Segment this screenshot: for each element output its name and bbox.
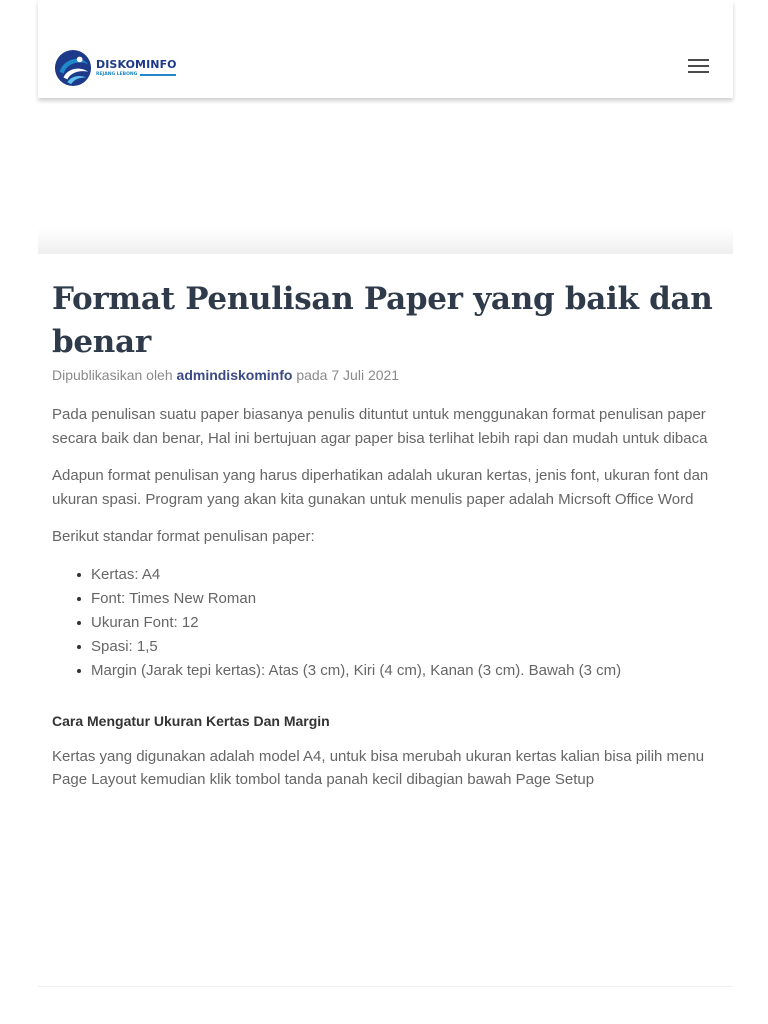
hamburger-icon[interactable] [683, 54, 713, 78]
logo-underline [140, 74, 176, 76]
author-link[interactable]: admindiskominfo [176, 367, 293, 383]
footer-divider [38, 986, 733, 987]
hamburger-line [688, 65, 709, 67]
paragraph: Kertas yang digunakan adalah model A4, untuk bisa merubah ukuran kertas kalian bisa pilih menu Page Layout kemudian klik tombol tanda panah kecil dibagian bawah Page Setup [52, 747, 705, 788]
section-heading: Cara Mengatur Ukuran Kertas Dan Margin [52, 712, 330, 729]
paragraph: Berikut standar format penulisan paper: [52, 528, 315, 545]
meta-prefix: Dipublikasikan oleh [52, 367, 173, 383]
list-item: Spasi: 1,5 [91, 635, 724, 659]
site-logo[interactable] [54, 49, 177, 87]
site-header [38, 0, 733, 98]
article [52, 278, 724, 806]
hamburger-line [688, 59, 709, 61]
meta-date-prefix: pada [296, 367, 328, 383]
post-date: 7 Juli 2021 [331, 367, 400, 383]
format-list [91, 563, 724, 683]
list-item: Font: Times New Roman [91, 587, 724, 611]
paragraph: Adapun format penulisan yang harus diperhatikan adalah ukuran kertas, jenis font, ukuran font dan ukuran spasi. Program yang akan kita gunakan untuk menulis paper adalah Micrsoft Office Word [52, 467, 709, 508]
hamburger-line [688, 71, 709, 73]
diskominfo-logo-icon [54, 49, 92, 87]
list-item: Margin (Jarak tepi kertas): Atas (3 cm), Kiri (4 cm), Kanan (3 cm). Bawah (3 cm) [91, 659, 724, 683]
header-banner-fade [38, 228, 733, 254]
post-body [52, 403, 724, 792]
logo-subtitle: REJANG LEBONG [96, 71, 138, 77]
logo-subtitle-row [96, 72, 177, 78]
paragraph: Pada penulisan suatu paper biasanya penulis dituntut untuk menggunakan format penulisan paper secara baik dan benar, Hal ini bertujuan agar paper bisa terlihat lebih rapi dan mudah untuk dibaca [52, 406, 708, 447]
list-item: Ukuran Font: 12 [91, 611, 724, 635]
logo-text [96, 59, 177, 78]
logo-name: DISKOMINFO [96, 57, 177, 71]
list-item: Kertas: A4 [91, 563, 724, 587]
post-meta [52, 366, 724, 384]
page-title: Format Penulisan Paper yang baik dan benar [52, 281, 713, 360]
